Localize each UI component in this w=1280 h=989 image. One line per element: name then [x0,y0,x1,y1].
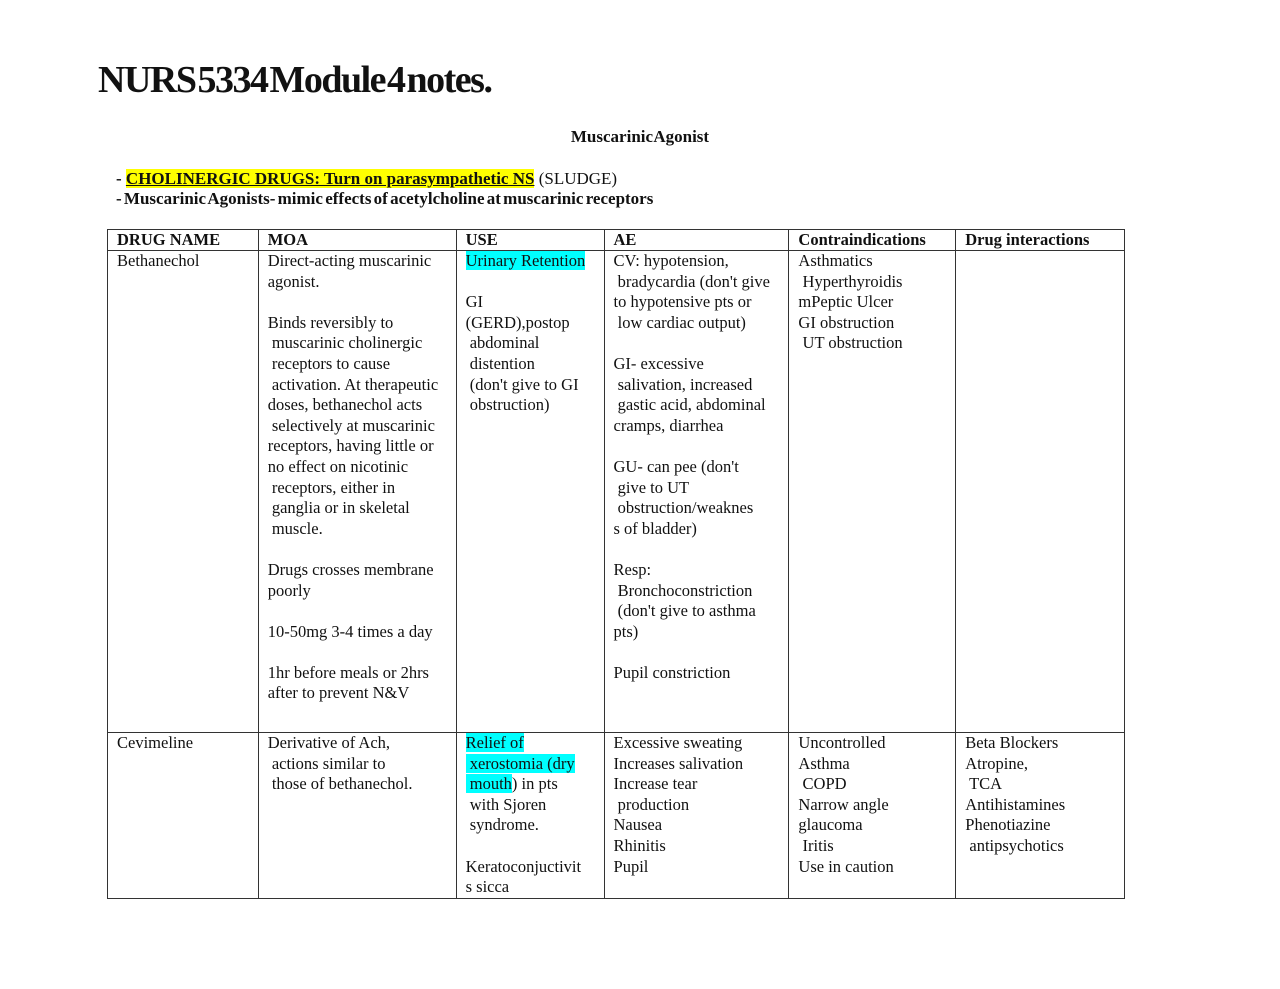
cell-line [614,539,789,560]
cell-line [798,272,955,293]
text: selectively at muscarinic [267,415,435,435]
cell-line [268,251,456,272]
cell-line [466,754,604,775]
text: muscle. [267,518,323,538]
cell-line [614,333,789,354]
cell-line [268,539,456,560]
bullet-cholinergic [116,169,617,189]
cell-line [614,581,789,602]
drug-table [107,229,1125,899]
cell-line [798,836,955,857]
text: s sicca [465,877,510,897]
cell-line [798,774,955,795]
text: antipsychotics [965,835,1064,855]
cell-line [965,795,1124,816]
table-row [108,251,1125,733]
text: Use in caution [798,856,894,876]
text: Drugs crosses membrane [267,559,434,579]
text: Rhinitis [613,835,666,855]
cell-line [268,601,456,622]
cell-line [614,622,789,643]
cell-line [268,754,456,775]
cell-line [268,622,456,643]
highlighted-text: mouth [465,774,512,794]
cell-line [466,733,604,754]
text: Pupil constriction [613,662,731,682]
table-cell [604,251,789,733]
highlighted-text: Relief of [465,733,524,752]
cell-line [614,354,789,375]
highlighted-text: Urinary Retention [465,251,586,270]
text: Phenotiazine [965,815,1051,835]
cell-line [614,857,789,878]
text: GI obstruction [798,312,895,332]
cell-line [268,436,456,457]
text: mPeptic Ulcer [798,292,894,312]
cell-line [614,313,789,334]
text: (don't give to GI [465,374,579,394]
cell-line [614,795,789,816]
text: Uncontrolled [798,733,886,752]
cell-line [614,375,789,396]
cell-line [268,292,456,313]
text: agonist. [267,271,320,291]
text: TCA [965,774,1003,794]
highlighted-text: xerostomia (dry [465,753,575,773]
cell-line [614,601,789,622]
cell-line [117,733,258,754]
text: Direct-acting muscarinic [267,251,432,270]
cell-line [798,333,955,354]
table-cell [956,251,1125,733]
column-header: Drug interactions [956,230,1125,251]
table-cell [956,733,1125,899]
cell-line [466,795,604,816]
cell-line [268,498,456,519]
section-heading: Muscarinic Agonist [570,127,710,146]
cell-line [268,774,456,795]
cell-line [614,498,789,519]
page-title: NURS 5334 Module 4 notes. [98,59,492,101]
cell-line [268,560,456,581]
cell-line [614,457,789,478]
cell-line [268,272,456,293]
text: Pupil [613,856,649,876]
cell-line [965,836,1124,857]
cell-line [268,519,456,540]
cell-line [466,292,604,313]
cell-line [798,795,955,816]
table-cell [258,733,456,899]
text: Derivative of Ach, [267,733,391,752]
text: Narrow angle [798,794,889,814]
column-header: USE [456,230,604,251]
text: 1hr before meals or 2hrs [267,662,429,682]
table-row [108,733,1125,899]
text: CV: hypotension, [613,251,729,270]
cell-line [268,375,456,396]
text: s of bladder) [613,518,697,538]
cell-line [268,733,456,754]
cell-line [614,519,789,540]
cell-line [614,733,789,754]
cell-line [614,815,789,836]
cell-line [614,560,789,581]
cell-line [466,774,604,795]
cell-line [614,836,789,857]
table-cell [108,251,259,733]
cell-line [466,333,604,354]
text: pts) [613,621,639,641]
cell-line [614,642,789,663]
text: production [613,794,690,814]
cell-line [268,354,456,375]
text: Asthma [798,753,850,773]
text: Increase tear [613,774,698,794]
cell-line [268,333,456,354]
text: with Sjoren [465,794,547,814]
cell-line [614,416,789,437]
text: gastic acid, abdominal [613,395,766,415]
table-cell [789,733,956,899]
text: actions similar to [267,753,386,773]
cell-line [798,313,955,334]
text: GI [465,292,484,312]
table-header-row [108,230,1125,251]
text: Bethanechol [117,251,200,270]
text: receptors, either in [267,477,396,497]
column-header: AE [604,230,789,251]
cell-line [798,251,955,272]
cell-line [466,251,604,272]
cell-line [614,663,789,684]
cell-line [268,395,456,416]
text: after to prevent N&V [267,683,410,703]
table-cell [108,733,259,899]
text: no effect on nicotinic [267,456,409,476]
cell-line [268,581,456,602]
text: (don't give to asthma [613,601,756,621]
cell-line [614,292,789,313]
cell-line [117,251,258,272]
cell-line [798,754,955,775]
text: ) in pts [511,774,558,794]
cell-line [466,857,604,878]
cell-line [614,436,789,457]
text: cramps, diarrhea [613,415,724,435]
cell-line [965,754,1124,775]
table-cell [604,733,789,899]
table-cell [258,251,456,733]
cell-line [268,313,456,334]
cell-line [614,754,789,775]
text: Excessive sweating [613,733,743,752]
text: ganglia or in skeletal [267,498,410,518]
cell-line [614,272,789,293]
text: GU- can pee (don't [613,456,739,476]
column-header: Contraindications [789,230,956,251]
cell-line [965,251,1124,272]
text: Binds reversibly to [267,312,394,332]
text: (GERD),postop [465,312,570,332]
cell-line [466,836,604,857]
cell-line [466,877,604,898]
text: obstruction/weaknes [613,498,754,518]
cell-line [466,815,604,836]
text: to hypotensive pts or [613,292,752,312]
text: Iritis [798,835,834,855]
column-header: MOA [258,230,456,251]
cell-line [466,354,604,375]
text: Increases salivation [613,753,744,773]
cell-line [268,663,456,684]
text: obstruction) [465,395,550,415]
text: distention [465,353,535,373]
cell-line [798,815,955,836]
cell-line [798,733,955,754]
text: poorly [267,580,311,600]
text: give to UT [613,477,690,497]
highlighted-text: CHOLINERGIC DRUGS: Turn on parasympathetic NS [125,169,535,188]
text: Antihistamines [965,794,1066,814]
text: abdominal [465,333,540,353]
text: Atropine, [965,753,1029,773]
text: Keratoconjuctivit [465,856,582,876]
text: UT obstruction [798,333,903,353]
text: those of bethanechol. [267,774,413,794]
text: syndrome. [465,815,539,835]
text: Beta Blockers [965,733,1059,752]
text: 10-50mg 3-4 times a day [267,621,433,641]
cell-line [466,313,604,334]
text: Cevimeline [117,733,194,752]
cell-line [268,683,456,704]
column-header: DRUG NAME [108,230,259,251]
text: receptors to cause [267,353,391,373]
cell-line [268,457,456,478]
text: salivation, increased [613,374,753,394]
text: receptors, having little or [267,436,434,456]
text: GI- excessive [613,353,704,373]
cell-line [268,416,456,437]
cell-line [614,251,789,272]
table-cell [456,733,604,899]
text: glaucoma [798,815,863,835]
text: Bronchoconstriction [613,580,753,600]
cell-line [614,774,789,795]
text: activation. At therapeutic [267,374,439,394]
text: muscarinic cholinergic [267,333,423,353]
cell-line [965,815,1124,836]
cell-line [614,478,789,499]
cell-line [466,395,604,416]
table-cell [456,251,604,733]
text: Resp: [613,559,652,579]
cell-line [268,642,456,663]
text: Asthmatics [798,251,873,270]
bullet-suffix: (SLUDGE) [534,169,618,188]
cell-line [965,774,1124,795]
cell-line [466,272,604,293]
text: Hyperthyroidis [798,271,903,291]
table-cell [789,251,956,733]
cell-line [798,292,955,313]
text: low cardiac output) [613,312,746,332]
bullet-muscarinic: - Muscarinic Agonists- mimic effects of acetylcholine at muscarinic receptors [116,189,654,208]
text: doses, bethanechol acts [267,395,423,415]
bullet-dash: - [116,169,126,188]
text: bradycardia (don't give [613,271,770,291]
cell-line [268,478,456,499]
cell-line [798,857,955,878]
text: COPD [798,774,847,794]
text: Nausea [613,815,663,835]
cell-line [466,375,604,396]
cell-line [614,395,789,416]
cell-line [965,733,1124,754]
